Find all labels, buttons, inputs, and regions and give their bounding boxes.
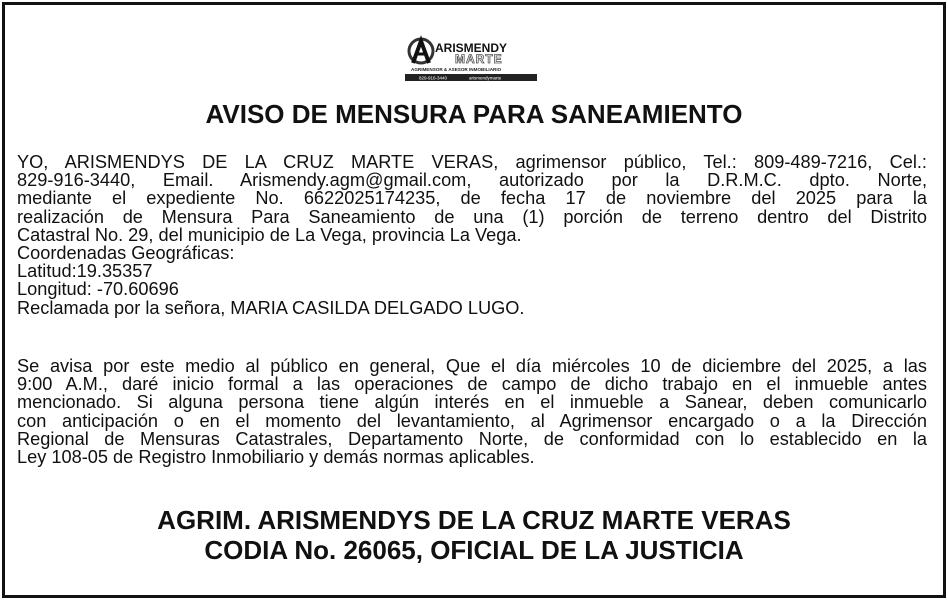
paragraph-line: Ley 108-05 de Registro Inmobiliario y demás normas aplicables. [17, 447, 535, 468]
paragraph-authorization [17, 153, 927, 317]
company-logo [401, 35, 541, 85]
logo-brand-line1: ARISMENDY [435, 41, 508, 55]
paragraph-public-notice [17, 357, 927, 466]
logo-tagline: AGRIMENSOR & ASESOR INMOBILIARIO [411, 67, 502, 72]
paragraph-line: 9:00 A.M., daré inicio formal a las operaciones de campo de dicho trabajo en el inmueble antes [17, 374, 927, 395]
logo-social: arismendymarte [469, 75, 502, 81]
longitude-value: Longitud: -70.60696 [17, 279, 179, 300]
logo-emblem-icon [401, 35, 541, 85]
signature-name: AGRIM. ARISMENDYS DE LA CRUZ MARTE VERAS [157, 505, 791, 535]
paragraph-line: con anticipación o en el momento del levantamiento, al Agrimensor encargado o a la Dirección [17, 410, 927, 431]
paragraph-line: realización de Mensura Para Saneamiento de una (1) porción de terreno dentro del Distrito [17, 206, 927, 227]
signature-codia: CODIA No. 26065, OFICIAL DE LA JUSTICIA [204, 535, 744, 565]
notice-frame [2, 2, 946, 598]
paragraph-line: Catastral No. 29, del municipio de La Vega, provincia La Vega. [17, 224, 522, 245]
notice-title: AVISO DE MENSURA PARA SANEAMIENTO [205, 99, 743, 129]
logo-phone: 829-916-3440 [419, 75, 448, 81]
paragraph-line: mediante el expediente No. 6622025174235, de fecha 17 de noviembre del 2025 para la [17, 188, 927, 209]
paragraph-line: 829-916-3440, Email. Arismendy.agm@gmail.com, autorizado por la D.R.M.C. dpto. Norte, [17, 170, 927, 191]
paragraph-line: Regional de Mensuras Catastrales, Departamento Norte, de conformidad con lo establecido en la [17, 428, 927, 449]
coordinates-heading: Coordenadas Geográficas: [17, 243, 235, 264]
logo-brand-line2: MARTE [455, 52, 503, 66]
claimant-line: Reclamada por la señora, MARIA CASILDA DELGADO LUGO. [17, 297, 525, 318]
latitude-value: Latitud:19.35357 [17, 261, 153, 282]
paragraph-line: Se avisa por este medio al público en general, Que el día miércoles 10 de diciembre del 2025, a las [17, 356, 927, 376]
paragraph-line: mencionado. Si alguna persona tiene algún interés en el inmueble a Sanear, deben comunicarlo [17, 392, 927, 413]
paragraph-line: YO, ARISMENDYS DE LA CRUZ MARTE VERAS, agrimensor público, Tel.: 809-489-7216, Cel.: [17, 152, 927, 172]
